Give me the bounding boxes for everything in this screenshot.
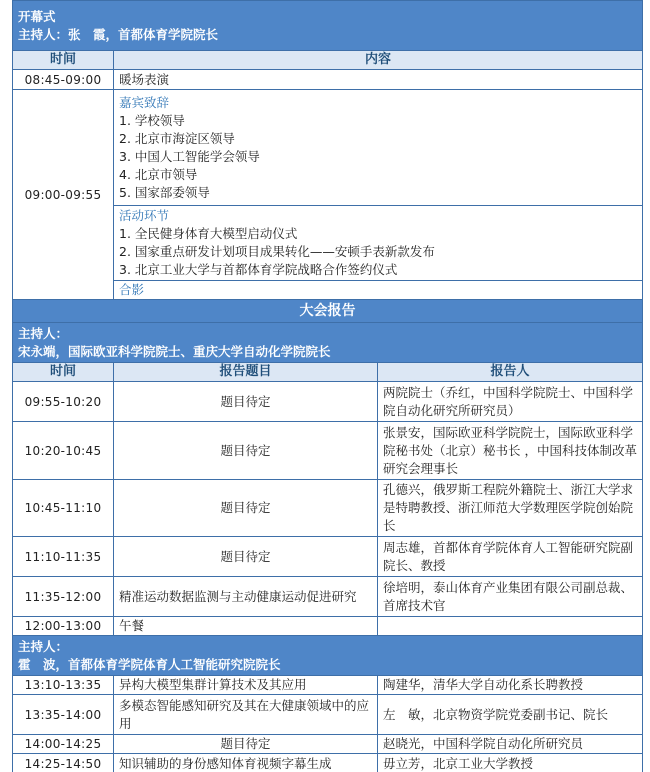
afternoon-host [13,636,643,676]
table-row [13,90,643,206]
topic-cell: 题目待定 [114,480,378,537]
host-label: 主持人： [18,638,69,654]
topic-cell: 知识辅助的身份感知体育视频字幕生成 [114,754,378,772]
time-cell: 09:00-09:55 [13,90,114,300]
col-time-header: 时间 [13,363,114,382]
list-item: 2. 北京市海淀区领导 [119,130,235,146]
table-row [13,735,643,754]
topic-cell: 精准运动数据监测与主动健康运动促进研究 [114,577,378,617]
time-cell: 14:25-14:50 [13,754,114,772]
topic-cell: 题目待定 [114,382,378,422]
list-item: 1. 学校领导 [119,112,185,128]
speaker-cell [378,617,643,636]
time-cell: 11:35-12:00 [13,577,114,617]
time-cell: 11:10-11:35 [13,537,114,577]
host-name: 霍 波，首都体育学院体育人工智能研究院院长 [18,656,281,672]
speaker-cell: 徐培明，泰山体育产业集团有限公司副总裁、首席技术官 [378,577,643,617]
opening-host: 主持人：张 霞，首都体育学院院长 [18,27,219,42]
time-cell: 08:45-09:00 [13,70,114,90]
table-row [13,676,643,695]
speaker-cell: 毋立芳，北京工业大学教授 [378,754,643,772]
speaker-cell: 两院院士（乔红，中国科学院院士、中国科学院自动化研究所研究员） [378,382,643,422]
speaker-cell: 赵晓光，中国科学院自动化所研究员 [378,735,643,754]
time-cell: 12:00-13:00 [13,617,114,636]
table-row [13,70,643,90]
content-cell: 暖场表演 [114,70,643,90]
plenary-title-row [13,300,643,323]
topic-cell: 题目待定 [114,537,378,577]
table-row [13,537,643,577]
plenary-host [13,323,643,363]
host-label: 主持人： [18,325,69,341]
list-item: 2. 国家重点研发计划项目成果转化——安顿手表新款发布 [119,244,435,259]
topic-cell: 题目待定 [114,735,378,754]
plenary-column-header-row [13,363,643,382]
topic-cell: 多模态智能感知研究及其在大健康领域中的应用 [114,695,378,735]
topic-cell: 题目待定 [114,422,378,480]
time-cell: 09:55-10:20 [13,382,114,422]
list-item: 4. 北京市领导 [119,166,198,182]
speaker-cell: 陶建华，清华大学自动化系长聘教授 [378,676,643,695]
afternoon-host-row [13,636,643,676]
speaker-cell: 孔德兴，俄罗斯工程院外籍院士、浙江大学求是特聘教授、浙江师范大学数理医学院创始院长 [378,480,643,537]
time-cell: 10:20-10:45 [13,422,114,480]
time-cell: 13:10-13:35 [13,676,114,695]
guest-speech-cell [114,90,643,206]
col-topic-header: 报告题目 [114,363,378,382]
opening-header-row [13,1,643,51]
col-content-header: 内容 [114,51,643,70]
table-row [13,617,643,636]
opening-title: 开幕式 [18,9,56,24]
list-item: 3. 北京工业大学与首都体育学院战略合作签约仪式 [119,262,398,277]
topic-cell: 午餐 [114,617,378,636]
list-item: 3. 中国人工智能学会领导 [119,148,260,164]
table-row [13,754,643,772]
list-item: 1. 全民健身体育大模型启动仪式 [119,226,298,241]
list-item: 5. 国家部委领导 [119,184,210,200]
speaker-cell: 左 敏，北京物资学院党委副书记、院长 [378,695,643,735]
time-cell: 13:35-14:00 [13,695,114,735]
activity-cell [114,206,643,281]
topic-cell: 异构大模型集群计算技术及其应用 [114,676,378,695]
opening-header [13,1,643,51]
table-row [13,577,643,617]
table-row [13,422,643,480]
table-row [13,480,643,537]
speaker-cell: 周志雄，首都体育学院体育人工智能研究院副院长、教授 [378,537,643,577]
opening-column-header-row [13,51,643,70]
activity-heading: 活动环节 [119,208,170,223]
table-row [13,382,643,422]
schedule-table [12,0,643,772]
time-cell: 10:45-11:10 [13,480,114,537]
photo-cell: 合影 [114,281,643,300]
guest-heading: 嘉宾致辞 [119,94,170,110]
col-time-header: 时间 [13,51,114,70]
plenary-title: 大会报告 [13,300,643,323]
table-row [13,695,643,735]
speaker-cell: 张景安，国际欧亚科学院院士，国际欧亚科学院秘书处（北京）秘书长 ，中国科技体制改革研究会理事长 [378,422,643,480]
plenary-host-row [13,323,643,363]
host-name: 宋永端，国际欧亚科学院院士、重庆大学自动化学院院长 [18,343,331,359]
col-speaker-header: 报告人 [378,363,643,382]
time-cell: 14:00-14:25 [13,735,114,754]
